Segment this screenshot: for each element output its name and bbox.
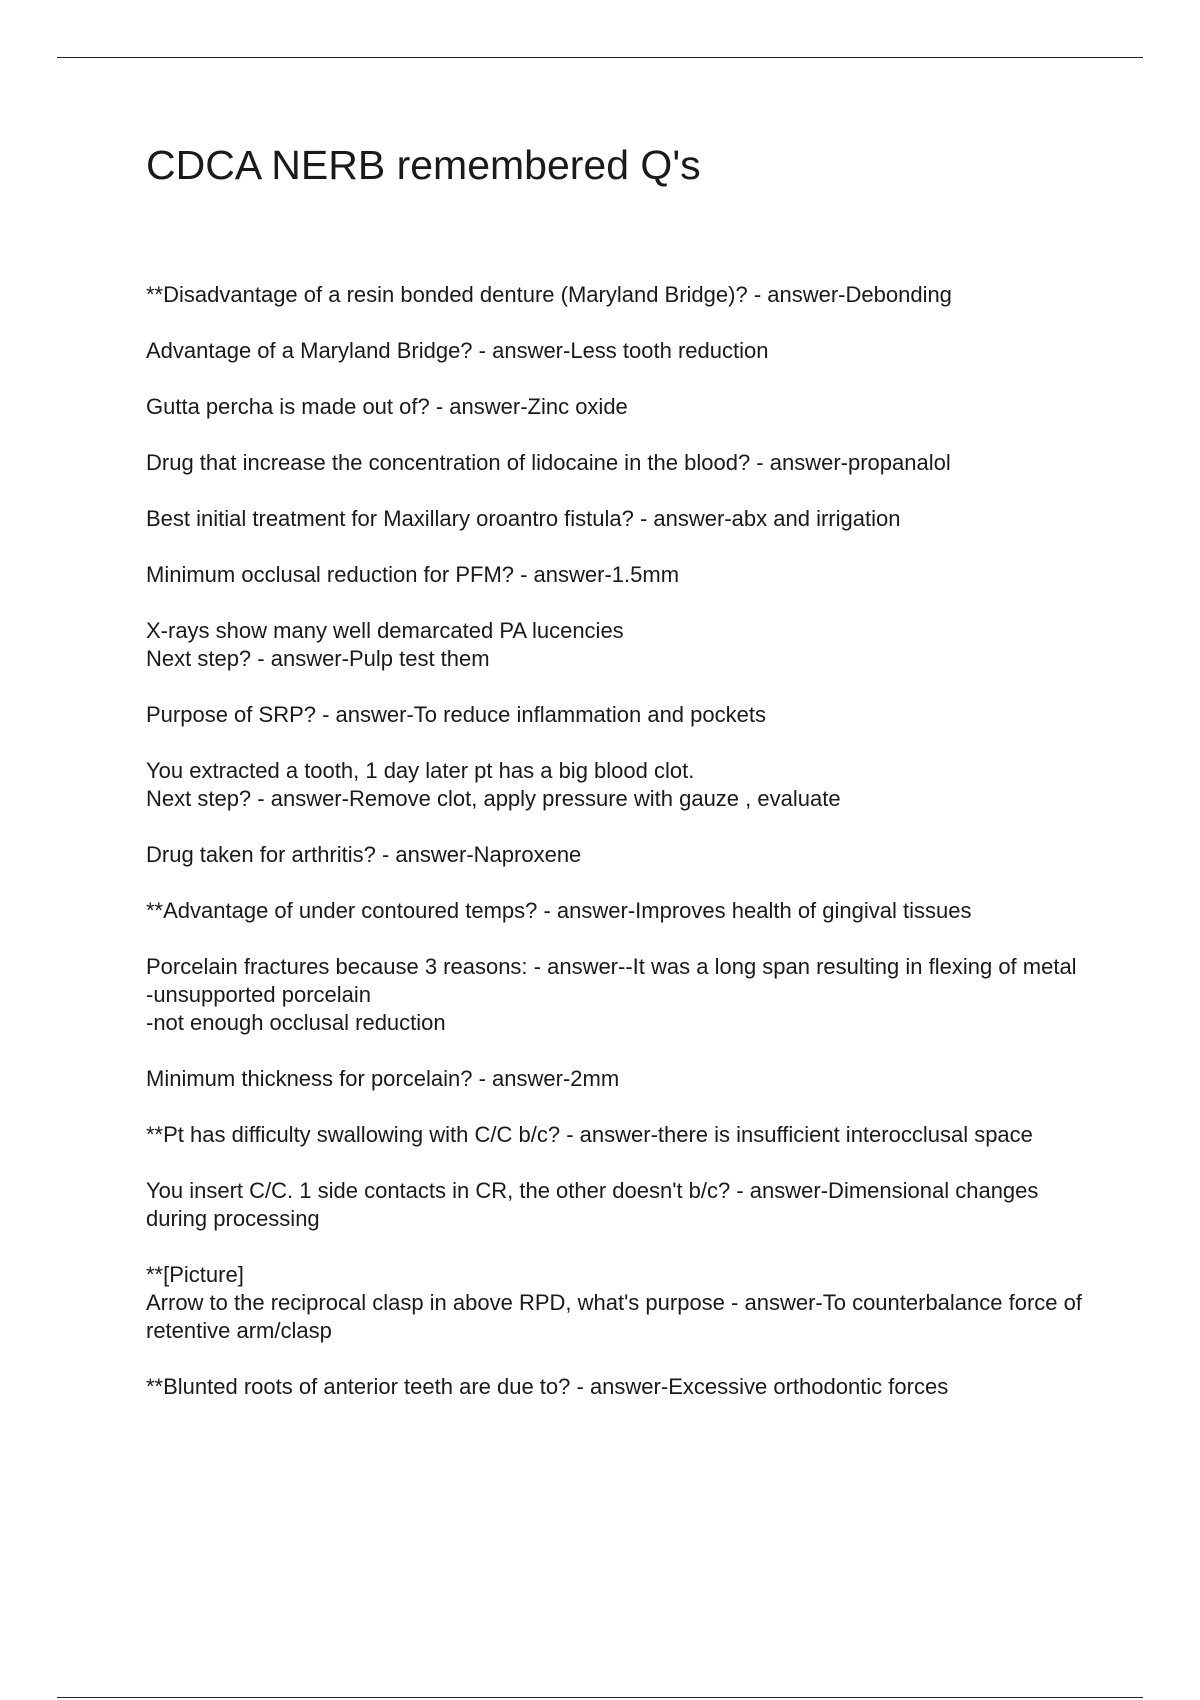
qa-item-8: Purpose of SRP? - answer-To reduce inflammation and pockets xyxy=(146,702,766,727)
qa-item-2: Advantage of a Maryland Bridge? - answer-Less tooth reduction xyxy=(146,338,769,363)
qa-item-14: **Pt has difficulty swallowing with C/C b/c? - answer-there is insufficient interocclusal space xyxy=(146,1122,1033,1147)
qa-item-3: Gutta percha is made out of? - answer-Zinc oxide xyxy=(146,394,628,419)
qa-item-5: Best initial treatment for Maxillary oroantro fistula? - answer-abx and irrigation xyxy=(146,506,901,531)
qa-item-17: **Blunted roots of anterior teeth are due to? - answer-Excessive orthodontic forces xyxy=(146,1374,949,1399)
qa-item-6: Minimum occlusal reduction for PFM? - answer-1.5mm xyxy=(146,562,680,587)
qa-item-4: Drug that increase the concentration of lidocaine in the blood? - answer-propanalol xyxy=(146,450,951,475)
bottom-divider xyxy=(57,1697,1143,1698)
qa-item-10: Drug taken for arthritis? - answer-Naproxene xyxy=(146,842,582,867)
top-divider xyxy=(57,57,1143,58)
qa-item-9: You extracted a tooth, 1 day later pt has a big blood clot. Next step? - answer-Remove clot, apply pressure with gauze , evaluate xyxy=(146,758,841,811)
qa-item-11: **Advantage of under contoured temps? - answer-Improves health of gingival tissues xyxy=(146,898,972,923)
qa-item-13: Minimum thickness for porcelain? - answer-2mm xyxy=(146,1066,620,1091)
qa-item-7: X-rays show many well demarcated PA lucencies Next step? - answer-Pulp test them xyxy=(146,618,624,671)
qa-item-15: You insert C/C. 1 side contacts in CR, the other doesn't b/c? - answer-Dimensional changes during processing xyxy=(146,1178,1039,1231)
qa-item-1: **Disadvantage of a resin bonded denture (Maryland Bridge)? - answer-Debonding xyxy=(146,282,952,307)
qa-item-12: Porcelain fractures because 3 reasons: - answer--It was a long span resulting in flexing of metal -unsupported porcelain -not enough occlusal reduction xyxy=(146,954,1077,1035)
page-title: CDCA NERB remembered Q's xyxy=(146,142,701,188)
qa-item-16: **[Picture] Arrow to the reciprocal clasp in above RPD, what's purpose - answer-To counterbalance force of retentive arm/clasp xyxy=(146,1262,1082,1343)
qa-list xyxy=(146,281,1091,1429)
